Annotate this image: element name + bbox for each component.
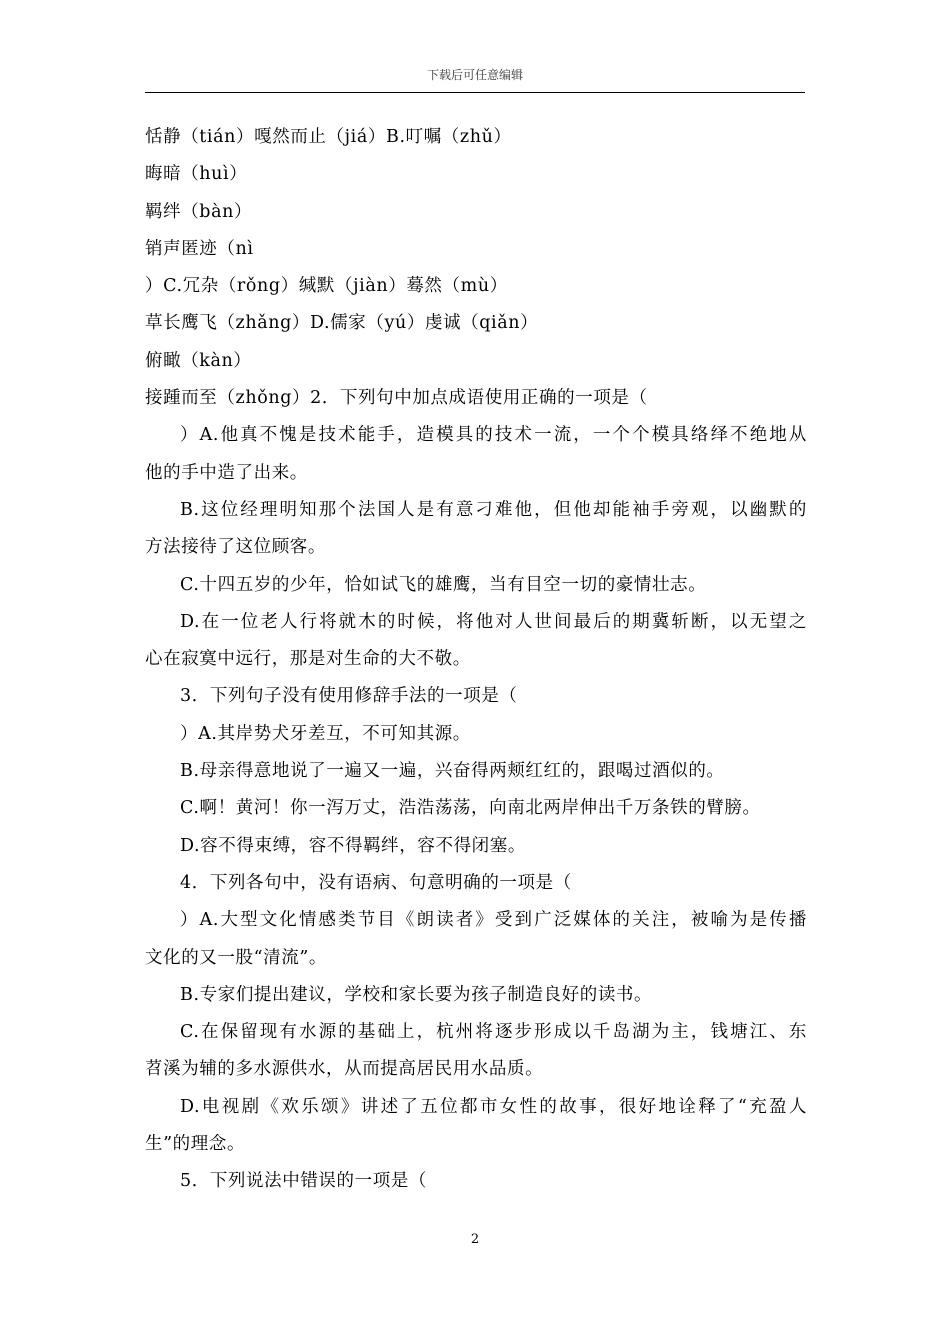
question-4-option-a: ）A.大型文化情感类节目《朗读者》受到广泛媒体的关注，被喻为是传播 — [180, 910, 807, 931]
question-2-option-d: D.在一位老人行将就木的时候，将他对人世间最后的期冀斩断，以无望之 — [180, 611, 807, 632]
question-3-option-b: B.母亲得意地说了一遍又一遍，兴奋得两颊红红的，跟喝过酒似的。 — [180, 761, 725, 782]
question-4-option-c: C.在保留现有水源的基础上，杭州将逐步形成以千岛湖为主，钱塘江、东 — [180, 1022, 807, 1043]
question-3-option-a: ）A.其岸势犬牙差互，不可知其源。 — [180, 723, 471, 744]
question-3-option-d: D.容不得束缚，容不得羁绊，容不得闭塞。 — [180, 835, 526, 856]
text-line: 俯瞰（kàn） — [145, 350, 252, 371]
text-line: 销声匿迹（nì — [145, 238, 254, 259]
question-4-option-b: B.专家们提出建议，学校和家长要为孩子制造良好的读书。 — [180, 984, 653, 1005]
question-2-option-c: C.十四五岁的少年，恰如试飞的雄鹰，当有目空一切的豪情壮志。 — [180, 574, 707, 595]
text-line: 草长鹰飞（zhǎng）D.儒家（yú）虔诚（qiǎn） — [145, 313, 539, 334]
question-3-stem: 3．下列句子没有使用修辞手法的一项是（ — [180, 686, 518, 707]
text-line: 他的手中造了出来。 — [145, 462, 308, 483]
question-4-option-d: D.电视剧《欢乐颂》讲述了五位都市女性的故事，很好地诠释了“充盈人 — [180, 1096, 807, 1117]
header-note: 下载后可任意编辑 — [426, 68, 523, 82]
question-2-option-b: B.这位经理明知那个法国人是有意刁难他，但他却能袖手旁观，以幽默的 — [180, 499, 807, 520]
text-line: 生”的理念。 — [145, 1134, 246, 1155]
page-number: 2 — [470, 1232, 480, 1247]
question-5-stem: 5．下列说法中错误的一项是（ — [180, 1171, 428, 1192]
text-line: 接踵而至（zhǒng）2．下列句中加点成语使用正确的一项是（ — [145, 388, 648, 409]
text-line: 方法接待了这位顾客。 — [145, 537, 326, 558]
text-line: ）C.冗杂（rǒng）缄默（jiàn）蓦然（mù） — [145, 276, 508, 297]
text-line: 文化的又一股“清流”。 — [145, 947, 327, 968]
text-line: 心在寂寞中远行，那是对生命的大不敬。 — [145, 649, 471, 670]
question-4-stem: 4．下列各句中，没有语病、句意明确的一项是（ — [180, 872, 572, 893]
text-line: 晦暗（huì） — [145, 164, 248, 185]
document-body — [145, 119, 807, 1201]
header-divider — [145, 92, 805, 93]
text-line: 苕溪为辅的多水源供水，从而提高居民用水品质。 — [145, 1059, 544, 1080]
question-2-option-a: ）A.他真不愧是技术能手，造模具的技术一流，一个个模具络绎不绝地从 — [180, 425, 807, 446]
question-3-option-c: C.啊！黄河！你一泻万丈，浩浩荡荡，向南北两岸伸出千万条铁的臂膀。 — [180, 798, 761, 819]
text-line: 恬静（tián）嘎然而止（jiá）B.叮嘱（zhǔ） — [145, 127, 512, 147]
text-line: 羁绊（bàn） — [145, 201, 253, 222]
